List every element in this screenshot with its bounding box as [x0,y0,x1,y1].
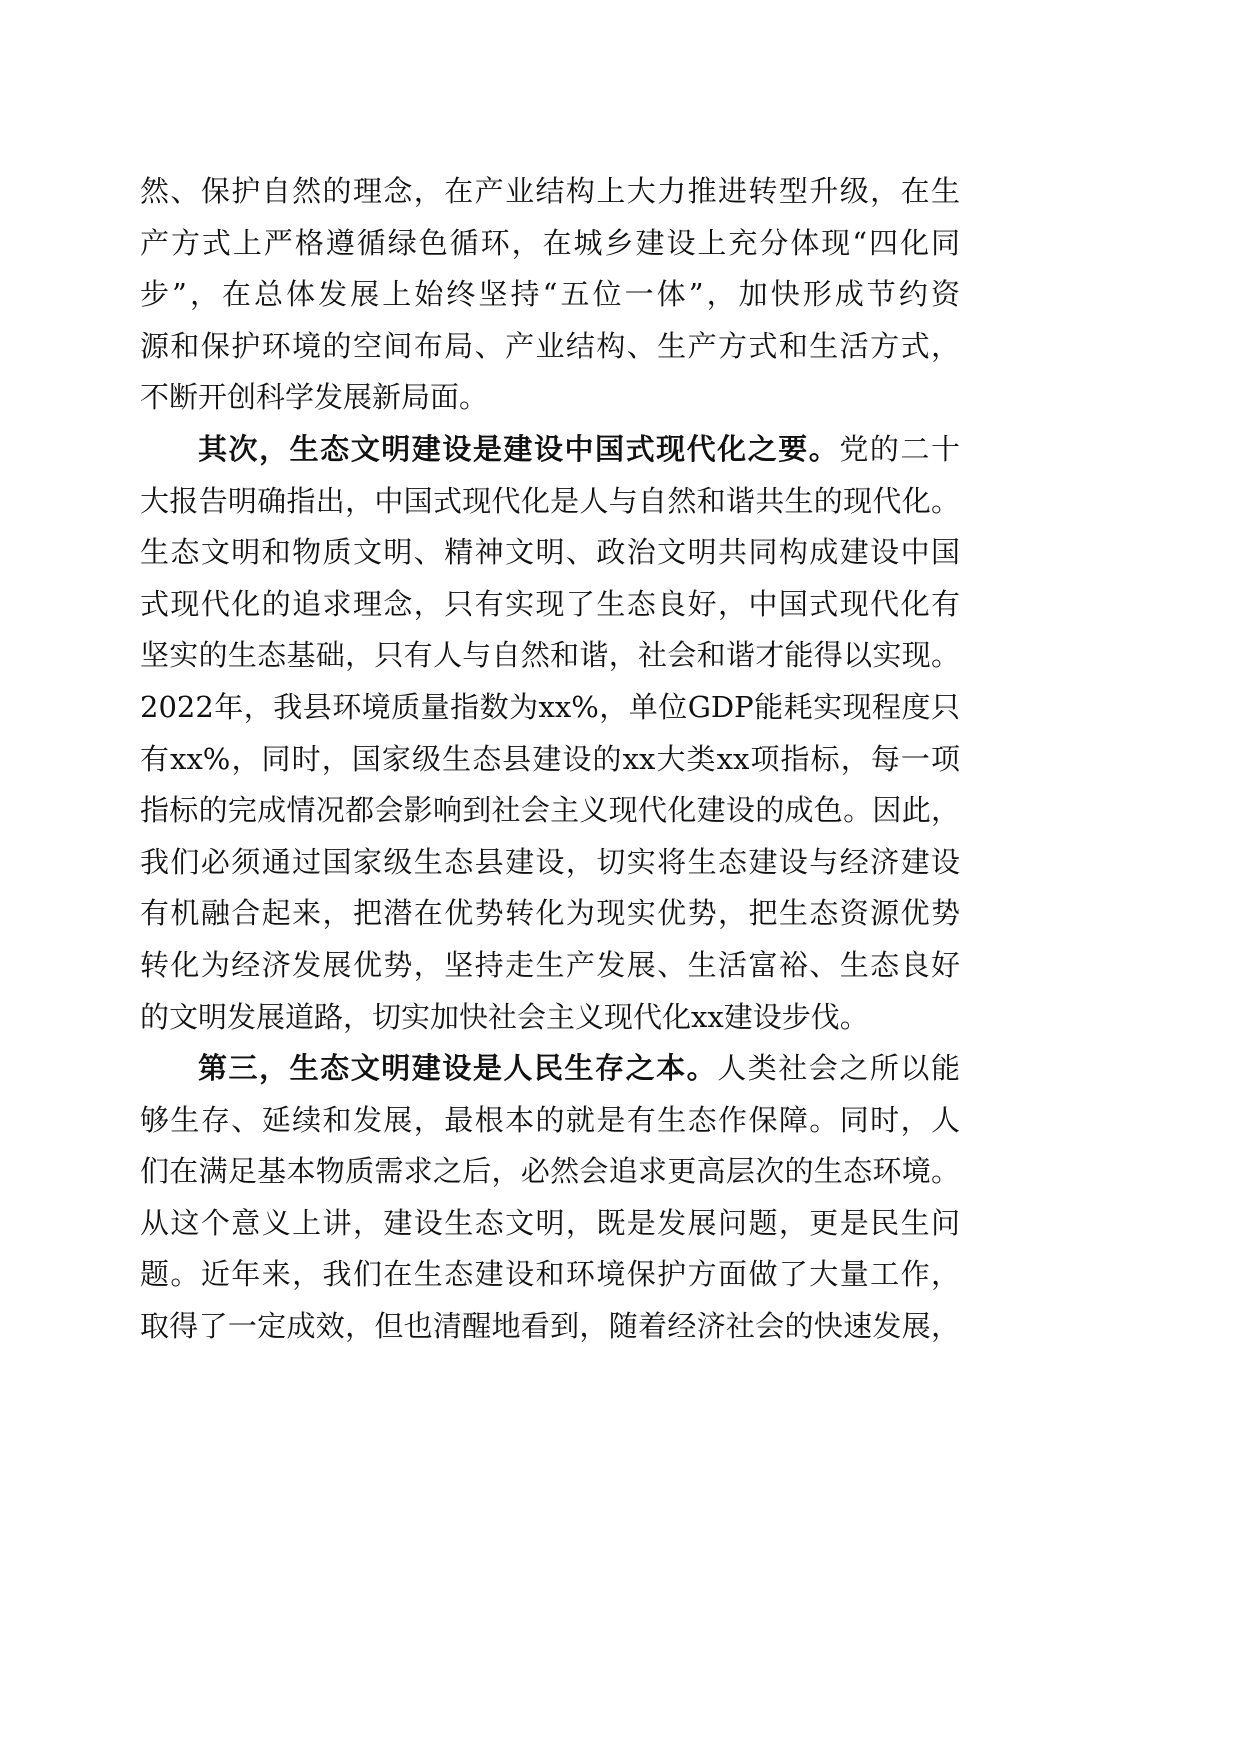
paragraph-line: 有机融合起来，把潜在优势转化为现实优势，把生态资源优势 [140,896,960,931]
paragraph-line: 大报告明确指出，中国式现代化是人与自然和谐共生的现代化。 [140,483,960,518]
paragraph-line: 不断开创科学发展新局面。 [140,380,489,415]
paragraph-line: 们在满足基本物质需求之后，必然会追求更高层次的生态环境。 [140,1154,960,1189]
paragraph-first-line [140,1043,960,1095]
paragraph-line: 取得了一定成效，但也清醒地看到，随着经济社会的快速发展， [140,1309,960,1344]
paragraph-line-rest: 人类社会之所以能 [717,1051,960,1086]
paragraph-line: 坚实的生态基础，只有人与自然和谐，社会和谐才能得以实现。 [140,638,960,673]
paragraph-line: 步”，在总体发展上始终坚持“五位一体”，加快形成节约资 [140,277,960,312]
paragraph-heading: 其次，生态文明建设是建设中国式现代化之要。 [198,431,840,466]
paragraph-line: 生态文明和物质文明、精神文明、政治文明共同构成建设中国 [140,535,960,570]
paragraph-2 [140,424,960,1043]
paragraph-heading: 第三，生态文明建设是人民生存之本。 [198,1051,718,1086]
paragraph-line: 源和保护环境的空间布局、产业结构、生产方式和生活方式， [140,328,960,363]
paragraph-line: 够生存、延续和发展，最根本的就是有生态作保障。同时，人 [140,1102,960,1137]
paragraph-1 [140,166,960,424]
paragraph-line: 指标的完成情况都会影响到社会主义现代化建设的成色。因此， [140,793,960,828]
paragraph-line: 然、保护自然的理念，在产业结构上大力推进转型升级，在生 [140,174,960,208]
paragraph-line: 产方式上严格遵循绿色循环，在城乡建设上充分体现“四化同 [140,225,960,260]
document-body [140,166,960,1353]
paragraph-line: 2022年，我县环境质量指数为xx%，单位GDP能耗实现程度只 [140,689,960,724]
paragraph-line: 题。近年来，我们在生态建设和环境保护方面做了大量工作， [140,1257,960,1292]
paragraph-line-rest: 党的二十 [839,431,960,466]
paragraph-line: 从这个意义上讲，建设生态文明，既是发展问题，更是民生问 [140,1205,960,1240]
paragraph-line: 的文明发展道路，切实加快社会主义现代化xx建设步伐。 [140,999,869,1034]
paragraph-line: 式现代化的追求理念，只有实现了生态良好，中国式现代化有 [140,586,960,621]
paragraph-first-line [140,424,960,476]
paragraph-3 [140,1043,960,1353]
paragraph-line: 转化为经济发展优势，坚持走生产发展、生活富裕、生态良好 [140,947,960,982]
paragraph-line: 我们必须通过国家级生态县建设，切实将生态建设与经济建设 [140,844,960,879]
paragraph-line: 有xx%，同时，国家级生态县建设的xx大类xx项指标，每一项 [140,741,960,776]
